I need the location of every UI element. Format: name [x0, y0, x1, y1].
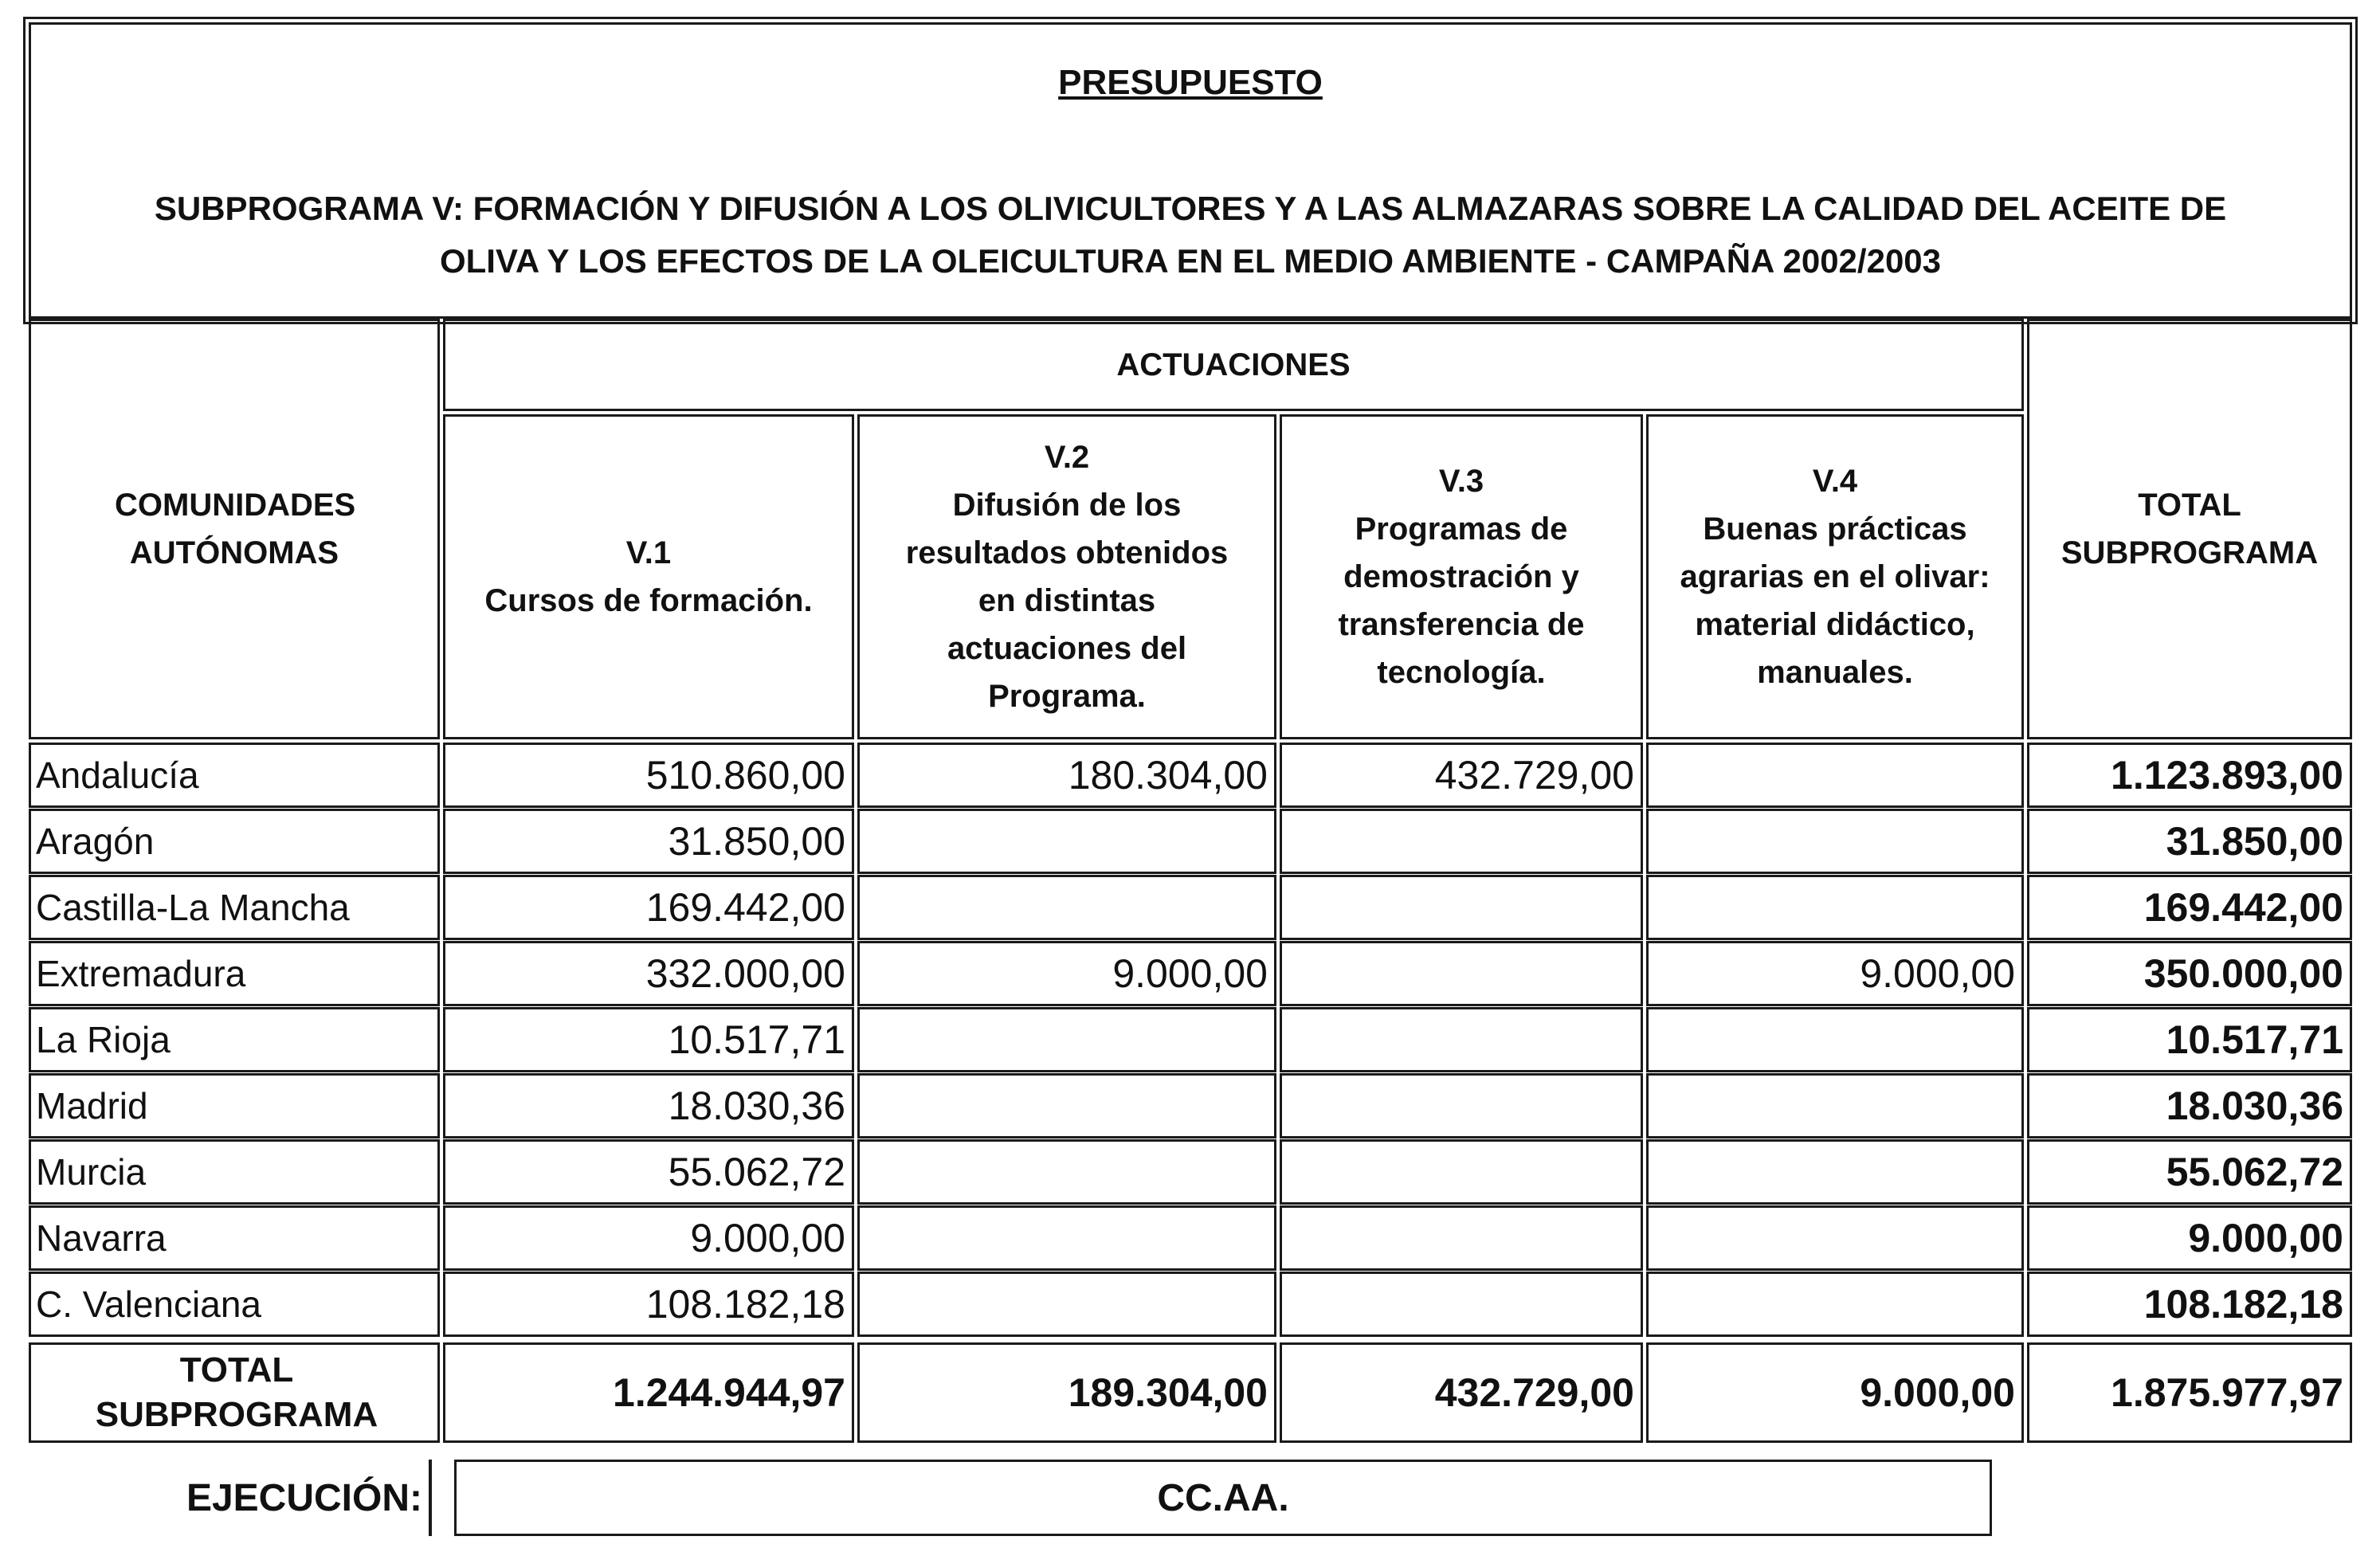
header-v3-text: [1302, 457, 1621, 696]
header-v2-code: V.2: [1044, 440, 1090, 475]
row-v1-cell: 9.000,00: [443, 1205, 854, 1271]
row-v4-cell: [1646, 743, 2024, 808]
row-v1-cell: 108.182,18: [443, 1272, 854, 1337]
header-v2-desc: Difusión de los resultados obtenidos en distintas actuaciones del Programa.: [905, 488, 1229, 714]
header-v1-text: [484, 529, 812, 625]
row-total-cell: 169.442,00: [2027, 875, 2352, 940]
row-v1-cell: 31.850,00: [443, 809, 854, 874]
row-name-cell: Madrid: [29, 1073, 440, 1138]
header-v3-code: V.3: [1438, 464, 1484, 499]
row-v2-cell: [857, 1205, 1276, 1271]
page-title: PRESUPUESTO: [1058, 63, 1323, 102]
row-v2-cell: 9.000,00: [857, 941, 1276, 1006]
row-v1-cell: 55.062,72: [443, 1139, 854, 1205]
header-total: [2027, 319, 2352, 739]
row-v3-cell: [1280, 1272, 1643, 1337]
header-v2-text: [900, 433, 1234, 720]
row-v3-cell: 432.729,00: [1280, 743, 1643, 808]
header-total-label: TOTAL SUBPROGRAMA: [2060, 488, 2319, 570]
row-total-cell: 1.123.893,00: [2027, 743, 2352, 808]
row-v2-cell: [857, 1272, 1276, 1337]
row-name-cell: C. Valenciana: [29, 1272, 440, 1337]
row-v3-cell: [1280, 1139, 1643, 1205]
row-v1-cell: 510.860,00: [443, 743, 854, 808]
row-v3-cell: [1280, 1073, 1643, 1138]
row-v3-cell: [1280, 1007, 1643, 1072]
row-total-cell: 31.850,00: [2027, 809, 2352, 874]
row-v2-cell: [857, 1007, 1276, 1072]
row-v4-cell: [1646, 875, 2024, 940]
row-v4-cell: 9.000,00: [1646, 941, 2024, 1006]
header-comunidades-label: COMUNIDADES AUTÓNOMAS: [115, 488, 356, 570]
row-name-cell: Aragón: [29, 809, 440, 874]
row-name-cell: La Rioja: [29, 1007, 440, 1072]
totals-total-cell: 1.875.977,97: [2027, 1342, 2352, 1443]
header-v4: [1646, 414, 2024, 739]
row-name-cell: Castilla-La Mancha: [29, 875, 440, 940]
row-total-cell: 108.182,18: [2027, 1272, 2352, 1337]
row-v2-cell: [857, 1073, 1276, 1138]
row-total-cell: 10.517,71: [2027, 1007, 2352, 1072]
header-v4-desc: Buenas prácticas agrarias en el olivar: material didáctico, manuales.: [1680, 511, 1990, 690]
row-name-cell: Murcia: [29, 1139, 440, 1205]
row-v1-cell: 10.517,71: [443, 1007, 854, 1072]
row-name-cell: Extremadura: [29, 941, 440, 1006]
totals-v2-cell: 189.304,00: [857, 1342, 1276, 1443]
totals-label-cell: TOTAL SUBPROGRAMA: [29, 1342, 440, 1443]
row-v3-cell: [1280, 941, 1643, 1006]
row-v1-cell: 18.030,36: [443, 1073, 854, 1138]
ejecucion-label: EJECUCIÓN:: [186, 1476, 422, 1519]
row-v2-cell: [857, 1139, 1276, 1205]
header-comunidades: [29, 319, 440, 739]
row-v1-cell: 169.442,00: [443, 875, 854, 940]
header-v3-desc: Programas de demostración y transferencia de tecnología.: [1338, 511, 1585, 690]
row-v2-cell: [857, 875, 1276, 940]
row-v4-cell: [1646, 1073, 2024, 1138]
row-v3-cell: [1280, 875, 1643, 940]
row-total-cell: 9.000,00: [2027, 1205, 2352, 1271]
row-total-cell: 55.062,72: [2027, 1139, 2352, 1205]
row-v1-cell: 332.000,00: [443, 941, 854, 1006]
totals-v1-cell: 1.244.944,97: [443, 1342, 854, 1443]
row-v4-cell: [1646, 1205, 2024, 1271]
header-v2: [857, 414, 1276, 739]
row-v2-cell: [857, 809, 1276, 874]
row-v3-cell: [1280, 809, 1643, 874]
row-v2-cell: 180.304,00: [857, 743, 1276, 808]
header-v4-text: [1676, 457, 1994, 696]
row-name-cell: Andalucía: [29, 743, 440, 808]
header-v1-desc: Cursos de formación.: [484, 583, 813, 618]
row-name-cell: Navarra: [29, 1205, 440, 1271]
row-total-cell: 18.030,36: [2027, 1073, 2352, 1138]
header-actuaciones: ACTUACIONES: [443, 319, 2024, 411]
title-block: [29, 22, 2352, 319]
divider: [429, 1460, 432, 1536]
subtitle: [63, 182, 2318, 288]
row-total-cell: 350.000,00: [2027, 941, 2352, 1006]
budget-table: [29, 319, 2352, 1447]
row-v4-cell: [1646, 809, 2024, 874]
header-v4-code: V.4: [1812, 464, 1858, 499]
ejecucion-value: CC.AA.: [454, 1460, 1992, 1536]
row-v4-cell: [1646, 1139, 2024, 1205]
subtitle-line-1: SUBPROGRAMA V: FORMACIÓN Y DIFUSIÓN A LOS OLIVICULTORES Y A LAS ALMAZARAS SOBRE LA CALIDAD DEL ACEITE DE: [154, 190, 2227, 227]
header-v1: [443, 414, 854, 739]
totals-v3-cell: 432.729,00: [1280, 1342, 1643, 1443]
row-v3-cell: [1280, 1205, 1643, 1271]
header-v1-code: V.1: [625, 535, 672, 570]
row-v4-cell: [1646, 1007, 2024, 1072]
header-v3: [1280, 414, 1643, 739]
row-v4-cell: [1646, 1272, 2024, 1337]
totals-v4-cell: 9.000,00: [1646, 1342, 2024, 1443]
subtitle-line-2: OLIVA Y LOS EFECTOS DE LA OLEICULTURA EN EL MEDIO AMBIENTE - CAMPAÑA 2002/2003: [439, 242, 1942, 280]
